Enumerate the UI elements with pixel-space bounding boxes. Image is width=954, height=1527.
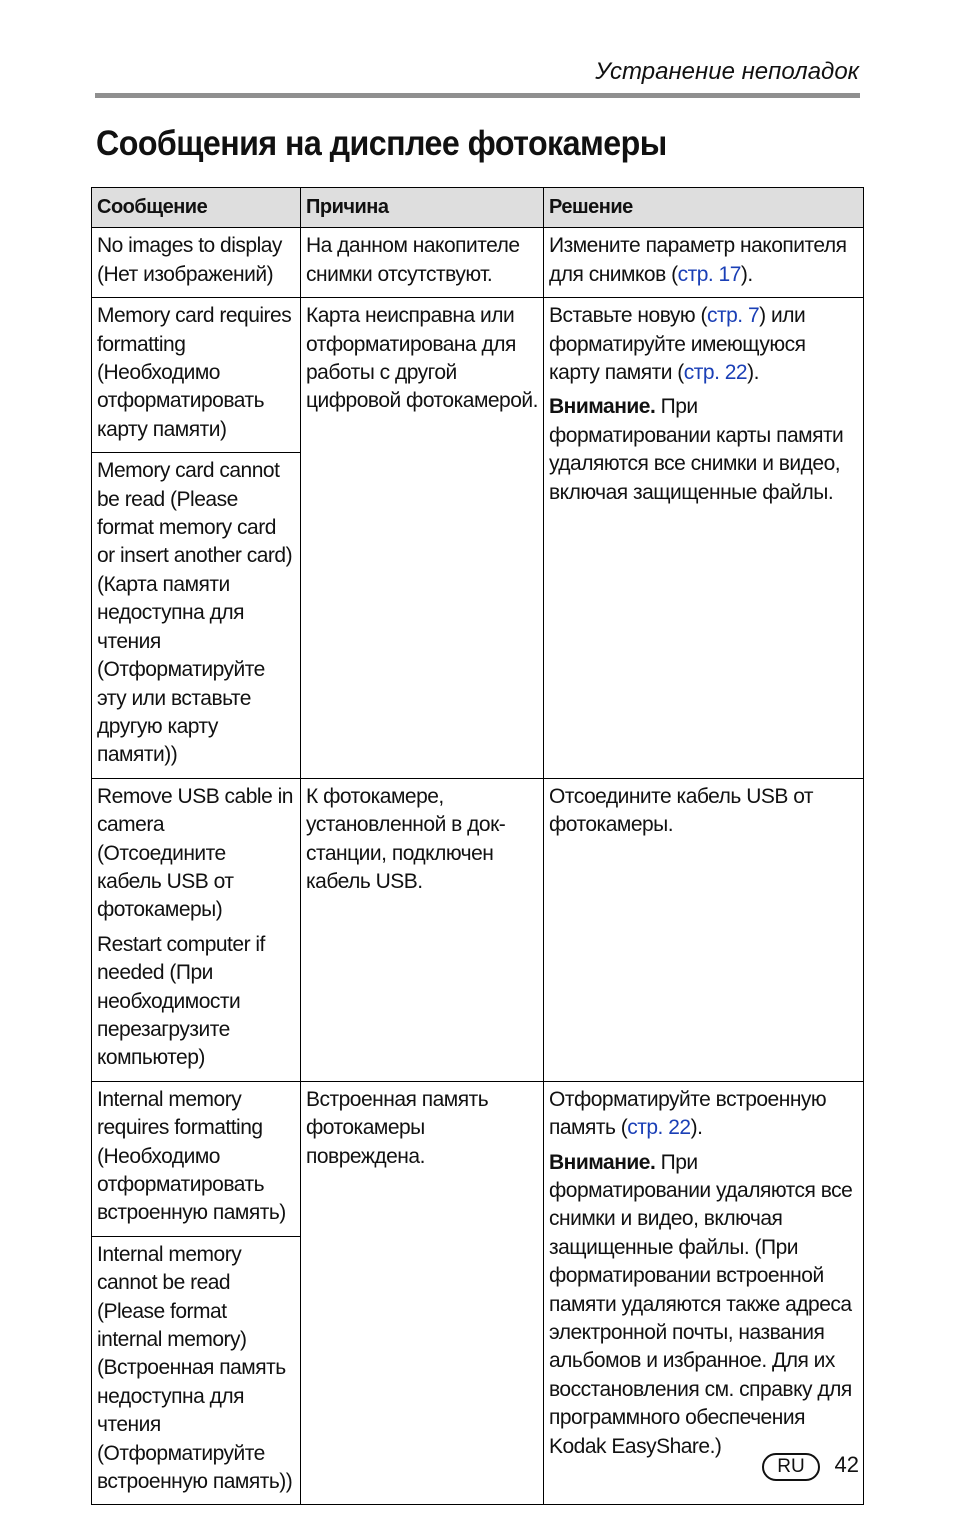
column-header-cause: Причина <box>301 188 544 228</box>
warning-label: Внимание. <box>549 395 656 419</box>
page-reference-link[interactable]: стр. 22 <box>683 361 748 385</box>
header-rule <box>95 93 860 98</box>
message-cell: Internal memory cannot be read (Please format internal memory) (Встроенная память недоступна для чтения (Отформатируйте встроенную память)) <box>92 1236 301 1505</box>
solution-cell <box>544 298 864 779</box>
column-header-solution: Решение <box>544 188 864 228</box>
message-cell: No images to display (Нет изображений) <box>92 228 301 298</box>
page-reference-link[interactable]: стр. 22 <box>627 1116 691 1140</box>
page-reference-link[interactable]: стр. 17 <box>677 262 741 286</box>
solution-cell <box>544 228 864 298</box>
cause-cell: На данном накопителе снимки отсутствуют. <box>301 228 544 298</box>
messages-table <box>91 187 864 1505</box>
warning-label: Внимание. <box>549 1150 656 1174</box>
table-row <box>92 1081 864 1236</box>
running-header: Устранение неполадок <box>595 58 859 85</box>
table-row <box>92 778 864 1081</box>
column-header-message: Сообщение <box>92 188 301 228</box>
warning-text: При форматировании удаляются все снимки и видео, включая защищенные файлы. (При форматировании встроенной памяти удаляются также адреса электронной почты, названия альбомов и избранное. Для их восстановления см. справку для программного обеспечения Kodak EasyShare.) <box>549 1150 853 1458</box>
solution-text: Отформатируйте встроенную память ( <box>549 1087 827 1140</box>
solution-text: ). <box>690 1116 703 1140</box>
solution-text: ). <box>740 262 753 286</box>
solution-paragraph <box>549 1086 858 1143</box>
message-cell <box>92 778 301 1081</box>
message-cell: Memory card cannot be read (Please format memory card or insert another card) (Карта памяти недоступна для чтения (Отформатируйте эту или вставьте другую карту памяти)) <box>92 453 301 778</box>
page-reference-link[interactable]: стр. 7 <box>706 304 760 328</box>
warning-paragraph <box>549 1149 858 1461</box>
solution-paragraph <box>549 302 858 387</box>
warning-text: При форматировании карты памяти удаляются все снимки и видео, включая защищенные файлы. <box>549 395 844 504</box>
warning-paragraph <box>549 393 858 507</box>
message-cell: Internal memory requires formatting (Необходимо отформатировать встроенную память) <box>92 1081 301 1236</box>
solution-text: Измените параметр накопителя для снимков ( <box>549 234 847 286</box>
cause-cell: К фотокамере, установленной в док-станции, подключен кабель USB. <box>301 778 544 1081</box>
solution-cell: Отсоедините кабель USB от фотокамеры. <box>544 778 864 1081</box>
table-row <box>92 298 864 453</box>
page-title: Сообщения на дисплее фотокамеры <box>96 124 667 163</box>
message-text: Remove USB cable in camera (Отсоедините кабель USB от фотокамеры) <box>97 784 293 922</box>
solution-text: ). <box>747 361 759 385</box>
page-number: 42 <box>834 1452 859 1477</box>
language-badge: RU <box>762 1453 820 1481</box>
message-text: Restart computer if needed (При необходимости перезагрузите компьютер) <box>97 932 265 1070</box>
message-cell: Memory card requires formatting (Необходимо отформатировать карту памяти) <box>92 298 301 453</box>
solution-cell <box>544 1081 864 1505</box>
solution-text: Вставьте новую ( <box>549 304 707 328</box>
cause-cell: Встроенная память фотокамеры повреждена. <box>301 1081 544 1505</box>
table-header-row <box>92 188 864 228</box>
table-row <box>92 228 864 298</box>
solution-text: ) или форматируйте имеющуюся карту памяти ( <box>549 304 806 385</box>
cause-cell: Карта неисправна или отформатирована для работы с другой цифровой фотокамерой. <box>301 298 544 779</box>
